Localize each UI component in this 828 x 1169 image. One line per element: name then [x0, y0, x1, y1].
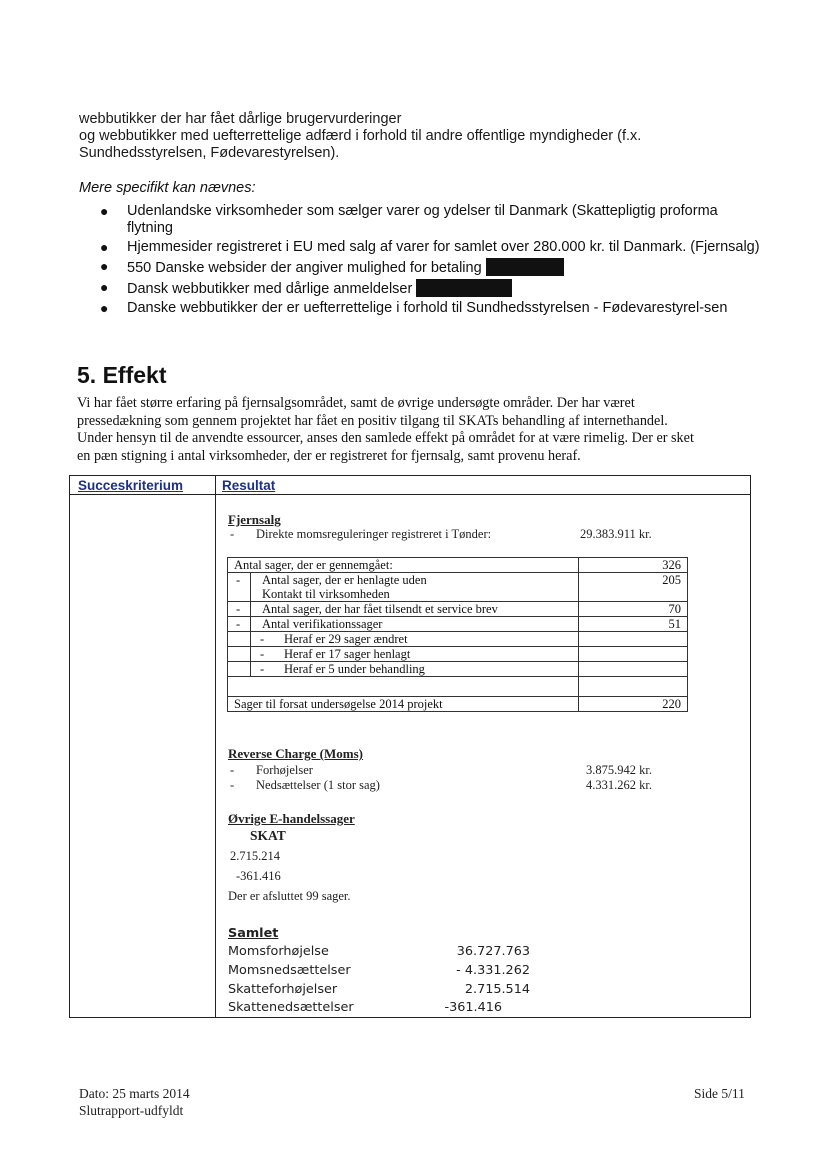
samlet-value: -361.416	[444, 1000, 502, 1015]
list-item-text: Dansk webbutikker med dårlige anmeldelser	[127, 281, 413, 297]
column-header-resultat: Resultat	[222, 478, 276, 493]
bullet-icon: ●	[100, 239, 109, 255]
row-value	[579, 632, 687, 646]
reverse-value: 3.875.942 kr.	[586, 763, 652, 777]
list-item	[100, 279, 760, 298]
row-label-line2: Kontakt til virksomheden	[262, 587, 390, 601]
fjernsalg-inner-table	[227, 557, 688, 712]
mere-specifikt-heading: Mere specifikt kan nævnes:	[79, 180, 256, 196]
reverse-charge-title: Reverse Charge (Moms)	[228, 746, 364, 761]
effekt-line: Vi har fået større erfaring på fjernsalgsområdet, samt de øvrige undersøgte områder. Der har været	[77, 395, 635, 411]
fjernsalg-dash: -	[230, 527, 235, 541]
reverse-dash: -	[230, 778, 235, 792]
list-item-text: Danske webbutikker der er uefterrettelige i forhold til Sundhedsstyrelsen - Fødevarestyrel-sen	[127, 300, 728, 316]
effekt-line: en pæn stigning i antal virksomheder, der er registreret for fjernsalg, samt provenu heraf.	[77, 447, 581, 464]
samlet-label: Skattenedsættelser	[228, 1000, 354, 1015]
row-label: Heraf er 17 sager henlagt	[284, 647, 411, 661]
row-value: 205	[662, 573, 681, 587]
row-label: Antal sager, der er gennemgået:	[234, 558, 393, 572]
results-table	[69, 475, 751, 1018]
intro-line: og webbutikker med uefterrettelige adfærd i forhold til andre offentlige myndigheder (f.x.	[79, 128, 642, 144]
table-row	[228, 697, 687, 711]
fjernsalg-label: Direkte momsreguleringer registreret i Tønder:	[256, 527, 492, 541]
reverse-value: 4.331.262 kr.	[586, 778, 652, 792]
row-value: 220	[662, 697, 681, 711]
row-label: Antal sager, der er henlagte uden	[262, 573, 427, 587]
table-row: - Heraf er 29 sager ændret	[228, 632, 687, 647]
list-item	[100, 300, 760, 317]
footer-date: Dato: 25 marts 2014	[79, 1086, 190, 1101]
fjernsalg-title: Fjernsalg	[228, 512, 281, 527]
row-label: Heraf er 29 sager ændret	[284, 632, 408, 646]
list-item-text: 550 Danske websider der angiver mulighed for betaling	[127, 260, 482, 276]
footer-doc-name: Slutrapport-udfyldt	[79, 1103, 184, 1118]
samlet-label: Momsnedsættelser	[228, 963, 351, 978]
reverse-dash: -	[230, 763, 235, 777]
section-title: 5. Effekt	[77, 362, 167, 388]
fjernsalg-value: 29.383.911 kr.	[580, 527, 652, 541]
list-item	[100, 203, 760, 237]
row-value: 326	[662, 558, 681, 572]
list-item-text: Udenlandske virksomheder som sælger varer og ydelser til Danmark (Skattepligtig proforma flytning	[127, 203, 718, 236]
footer-page-number: Side 5/11	[694, 1086, 745, 1101]
samlet-value: - 4.331.262	[456, 963, 530, 978]
table-row	[228, 677, 687, 697]
bullet-icon: ●	[100, 279, 109, 295]
row-value: 70	[668, 602, 681, 616]
list-item	[100, 258, 760, 277]
list-item	[100, 239, 760, 256]
row-value	[579, 662, 687, 676]
column-header-succeskriterium: Succeskriterium	[78, 478, 184, 493]
table-row: - Antal verifikationssager 51	[228, 617, 687, 632]
table-row: - Antal sager, der har fået tilsendt et service brev 70	[228, 602, 687, 617]
row-value	[579, 677, 687, 696]
samlet-value: 2.715.514	[464, 982, 530, 997]
intro-line: Sundhedsstyrelsen, Fødevarestyrelsen).	[79, 145, 340, 161]
table-row	[228, 558, 687, 573]
reverse-label: Forhøjelser	[256, 763, 313, 777]
intro-line: webbutikker der har fået dårlige brugervurderinger	[79, 111, 402, 127]
list-item-text: Hjemmesider registreret i EU med salg af varer for samlet over 280.000 kr. til Danmark. (Fjernsalg)	[127, 239, 760, 255]
samlet-title: Samlet	[228, 926, 279, 941]
table-divider	[70, 494, 750, 495]
ovrige-value: -361.416	[236, 869, 281, 883]
samlet-value: 36.727.763	[456, 944, 530, 959]
redaction-box	[416, 279, 512, 297]
effekt-line: pressedækning som gennem projektet har fået en positiv tilgang til SKATs behandling af internethandel.	[77, 412, 668, 429]
bullet-icon: ●	[100, 300, 109, 316]
effekt-line: Under hensyn til de anvendte essourcer, anses den samlede effekt på området for at være rimelig. Der er sket	[77, 430, 694, 446]
samlet-label: Skatteforhøjelser	[228, 982, 338, 997]
ovrige-value: 2.715.214	[230, 849, 280, 863]
row-value	[579, 647, 687, 661]
table-row: - Antal sager, der er henlagte uden Kontakt til virksomheden 205	[228, 573, 687, 602]
table-row: - Heraf er 5 under behandling	[228, 662, 687, 677]
table-row: - Heraf er 17 sager henlagt	[228, 647, 687, 662]
samlet-label: Momsforhøjelse	[228, 944, 329, 959]
bullet-icon: ●	[100, 203, 109, 219]
redaction-box	[486, 258, 564, 276]
bullet-icon: ●	[100, 258, 109, 274]
row-label: Antal sager, der har fået tilsendt et service brev	[262, 602, 498, 616]
reverse-label: Nedsættelser (1 stor sag)	[256, 778, 380, 792]
effekt-paragraph	[77, 395, 757, 465]
row-label: Sager til forsat undersøgelse 2014 projekt	[234, 697, 443, 711]
ovrige-note: Der er afsluttet 99 sager.	[228, 889, 351, 903]
row-label: Heraf er 5 under behandling	[284, 662, 425, 676]
ovrige-title: Øvrige E-handelssager	[228, 811, 355, 826]
row-value: 51	[668, 617, 681, 631]
intro-paragraph	[79, 111, 641, 162]
ovrige-skat: SKAT	[250, 828, 286, 843]
table-divider	[215, 476, 216, 1017]
bullet-list	[100, 203, 760, 319]
row-label: Antal verifikationssager	[262, 617, 383, 631]
